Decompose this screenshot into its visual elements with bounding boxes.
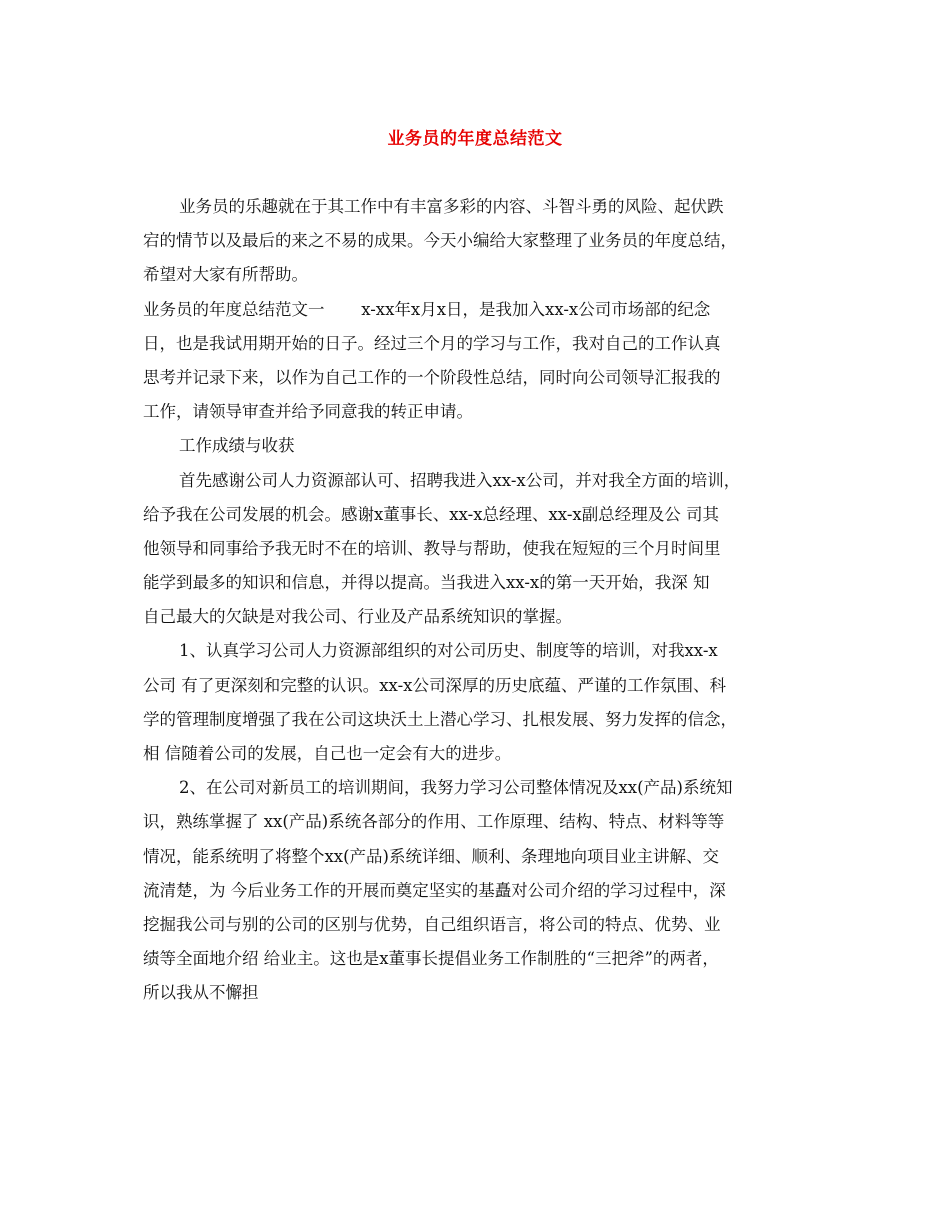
text-line: 绩等全面地介绍 给业主。这也是x董事长提倡业务工作制胜的“三把斧”的两者， bbox=[143, 949, 719, 969]
text-line: 首先感谢公司人力资源部认可、招聘我进入xx-x公司，并对我全方面的培训， bbox=[179, 470, 741, 490]
text-line: 自己最大的欠缺是对我公司、行业及产品系统知识的掌握。 bbox=[143, 607, 572, 627]
text-line: 2、在公司对新员工的培训期间，我努力学习公司整体情况及xx(产品)系统知 bbox=[179, 778, 733, 798]
text-line: 能学到最多的知识和信息，并得以提高。当我进入xx-x的第一天开始，我深 知 bbox=[143, 573, 710, 593]
text-line: 相 信随着公司的发展，自己也一定会有大的进步。 bbox=[143, 744, 512, 763]
text-line: 所以我从不懈担 bbox=[143, 983, 259, 1003]
text-line: 公司 有了更深刻和完整的认识。xx-x公司深厚的历史底蕴、严谨的工作氛围、科 bbox=[143, 675, 726, 695]
text-line: 给予我在公司发展的机会。感谢x董事长、xx-x总经理、xx-x副总经理及公 司其 bbox=[143, 504, 719, 524]
text-line: 业务员的乐趣就在于其工作中有丰富多彩的内容、斗智斗勇的风险、起伏跌 bbox=[179, 197, 724, 216]
page-title: 业务员的年度总结范文 bbox=[387, 129, 563, 149]
text-line: 他领导和同事给予我无时不在的培训、教导与帮助，使我在短短的三个月时间里 bbox=[143, 538, 721, 558]
text-line: 宕的情节以及最后的来之不易的成果。今天小编给大家整理了业务员的年度总结， bbox=[143, 231, 737, 251]
text-line: 工作，请领导审查并给予同意我的转正申请。 bbox=[143, 402, 473, 422]
text-line: 工作成绩与收获 bbox=[179, 436, 295, 456]
text-line: 识，熟练掌握了 xx(产品)系统各部分的作用、工作原理、结构、特点、材料等等 bbox=[143, 812, 725, 832]
text-line: 1、认真学习公司人力资源部组织的对公司历史、制度等的培训，对我xx-x bbox=[179, 641, 718, 661]
text-line: 日，也是我试用期开始的日子。经过三个月的学习与工作，我对自己的工作认真 bbox=[143, 333, 721, 353]
document-body bbox=[143, 190, 813, 1011]
text-line: 学的管理制度增强了我在公司这块沃土上潜心学习、扎根发展、努力发挥的信念， bbox=[143, 709, 737, 729]
text-line: 希望对大家有所帮助。 bbox=[143, 265, 308, 285]
text-line: 流清楚，为 今后业务工作的开展而奠定坚实的基矗对公司介绍的学习过程中，深 bbox=[143, 880, 726, 900]
text-line: 情况，能系统明了将整个xx(产品)系统详细、顺利、条理地向项目业主讲解、交 bbox=[143, 846, 719, 866]
text-line: 思考并记录下来，以作为自己工作的一个阶段性总结，同时向公司领导汇报我的 bbox=[143, 367, 721, 387]
text-line: 业务员的年度总结范文一 x-xx年x月x日，是我加入xx-x公司市场部的纪念 bbox=[143, 299, 711, 319]
text-line: 挖掘我公司与别的公司的区别与优势，自己组织语言，将公司的特点、优势、业 bbox=[143, 914, 721, 934]
